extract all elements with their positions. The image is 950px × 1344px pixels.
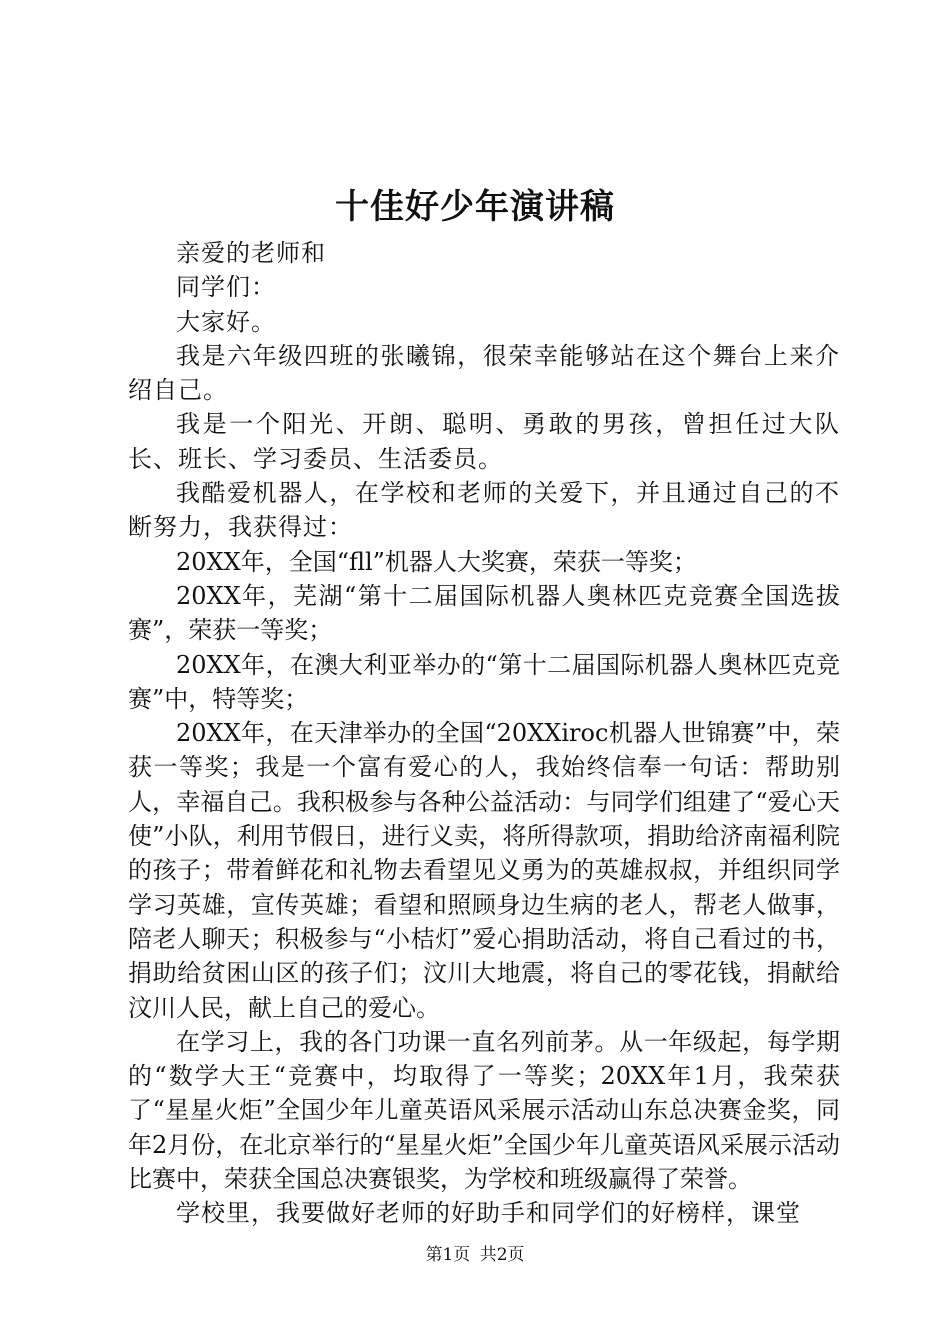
paragraph: 学校里，我要做好老师的好助手和同学们的好榜样，课堂	[176, 1199, 801, 1228]
paragraph: 同学们：	[176, 273, 276, 302]
paragraph: 我是一个阳光、开朗、聪明、勇敢的男孩，曾担任过大队长、班长、学习委员、生活委员。	[128, 410, 840, 473]
paragraph: 20XX年，在天津举办的全国“20XXiroc机器人世锦赛”中，荣获一等奖；我是一个富有爱心的人，我始终信奉一句话：帮助别人，幸福自己。我积极参与各种公益活动：与同学们组建了“爱心天使”小队，利用节假日，进行义卖，将所得款项，捐助给济南福利院的孩子；带着鲜花和礼物去看望见义勇为的英雄叔叔，并组织同学学习英雄，宣传英雄；看望和照顾身边生病的老人，帮老人做事，陪老人聊天；积极参与“小桔灯”爱心捐助活动，将自己看过的书，捐助给贫困山区的孩子们；汶川大地震，将自己的零花钱，捐献给汶川人民，献上自己的爱心。	[128, 719, 840, 1022]
paragraph: 我是六年级四班的张曦锦，很荣幸能够站在这个舞台上来介绍自己。	[128, 341, 840, 405]
document-body	[128, 236, 840, 1231]
document-title: 十佳好少年演讲稿	[335, 187, 615, 227]
paragraph: 20XX年，在澳大利亚举办的“第十二届国际机器人奥林匹克竞赛”中，特等奖；	[128, 650, 840, 713]
paragraph: 20XX年，芜湖“第十二届国际机器人奥林匹克竞赛全国选拔赛”，荣获一等奖；	[128, 581, 840, 645]
paragraph: 亲爱的老师和	[176, 239, 326, 267]
paragraph: 大家好。	[176, 307, 276, 336]
paragraph: 在学习上，我的各门功课一直名列前茅。从一年级起，每学期的“数学大王“竞赛中，均取得了一等奖；20XX年1月，我荣获了“星星火炬”全国少年儿童英语风采展示活动山东总决赛金奖，同年2月份，在北京举行的“星星火炬”全国少年儿童英语风采展示活动比赛中，荣获全国总决赛银奖，为学校和班级赢得了荣誉。	[128, 1027, 840, 1194]
paragraph: 20XX年，全国“fll”机器人大奖赛，荣获一等奖；	[176, 547, 697, 576]
page-total: 共2页	[479, 1245, 525, 1265]
page-footer	[0, 1243, 950, 1267]
paragraph: 我酷爱机器人，在学校和老师的关爱下，并且通过自己的不断努力，我获得过：	[128, 479, 840, 542]
page-number: 第1页	[425, 1245, 471, 1265]
